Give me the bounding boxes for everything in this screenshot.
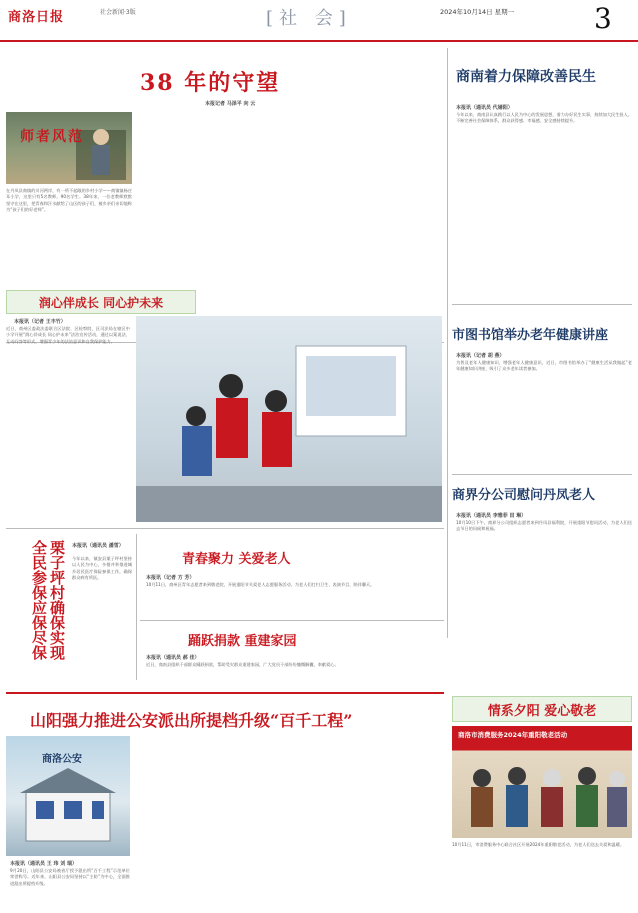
photo-teacher (6, 112, 132, 184)
body-zhashui: 今年以来，镇安县栗子坪村坚持以人民为中心，多措并举推进城乡居民医疗保险参保工作，确保群众病有所医。 (72, 556, 132, 581)
headline-kids: 润心伴成长 同心护未来 (6, 290, 196, 314)
newspaper-logo: 商洛日报 (8, 10, 65, 25)
masthead-meta (100, 8, 136, 17)
byline-library: 本报讯（记者 胡 燕） (456, 353, 505, 359)
elders-photo-graphic (452, 726, 632, 838)
body-police-wrap-a (10, 868, 130, 908)
headline-donation: 踊跃捐款 重建家园 (188, 634, 297, 649)
photo-police (6, 736, 130, 856)
section-tag: [社 会] (266, 8, 352, 29)
headline-guard: 38 年的守望 (140, 70, 281, 96)
divider-kids (6, 528, 444, 529)
photo-caption-police: 商洛公安 (42, 754, 82, 765)
body-library: 为普及老年人健康知识，增强老年人健康意识，近日，市图书馆举办了“健康生活从我做起”老年健康知识讲座，吸引了众多老年读者参加。 (456, 360, 632, 372)
police-rule (6, 692, 444, 694)
body-guard: 在丹凤县商镇的川河两岸，有一所不起眼的乡村小学——商镇镇杨庄耳小学，这里只有5名教师，90名学生。38年来，一位老教师默默坚守在这里，把青春和汗水献给了山区的孩子们，被乡亲们亲切地称为“孩子们的好老师”。 (6, 188, 132, 213)
byline-zhashui: 本报讯（通讯员 潘雪） (72, 543, 124, 549)
elders-poster-text: 商洛市消费服务2024年重阳敬老活动 (458, 731, 568, 739)
headline-merchant: 商南着力保障改善民生 (456, 69, 596, 85)
headline-police: 山阳强力推进公安派出所提档升级“百千工程” (30, 711, 353, 730)
body-shangjie: 10月10日下午，商界分公司组织志愿者来到丹凤县福利院，开展重阳节慰问活动，为老人们送去节日的问候和祝福。 (456, 520, 632, 532)
body-zhashui-wrap (72, 556, 132, 676)
kids-photo-graphic (136, 316, 442, 522)
headline-zhashui: 栗子坪村确保实现全民参保应保尽保 (30, 540, 66, 660)
divider-youth (140, 620, 444, 621)
byline-donation: 本报讯（通讯员 郝 佳） (146, 655, 200, 661)
headline-shangjie: 商界分公司慰问丹凤老人 (452, 488, 596, 503)
body-shangjie-wrap (456, 520, 632, 700)
body-elders-wrap (452, 842, 632, 908)
headline-library: 市图书馆举办老年健康讲座 (452, 328, 609, 343)
headline-youth: 青春聚力 关爱老人 (182, 552, 291, 567)
divider-library (452, 474, 632, 475)
byline-kids: 本报讯（记者 王丰竹） (14, 319, 66, 325)
byline-police: 本报讯（通讯员 王 玮 刘 瑞） (10, 861, 77, 867)
photo-kids (136, 316, 442, 522)
body-guard-col1 (6, 188, 132, 338)
body-kids-wrap (6, 326, 130, 526)
page-number: 3 (594, 2, 612, 35)
body-youth: 10月11日，商州区青年志愿者来到敬老院，开展重阳节关爱老人志愿服务活动，为老人们打扫卫生、表演节目、陪伴聊天。 (146, 582, 375, 587)
column-divider-right (447, 48, 448, 638)
body-police: 9月20日，山阳县公安局被省厅授予派出所“百千工程”示范单位荣誉称号。近年来，山阳县公安局坚持以“主防”为中心，全面推进派出所提档升级。 (10, 868, 130, 886)
byline-shangjie: 本报讯（通讯员 李雅菲 田 琳） (456, 513, 527, 519)
photo-caption-guard: 师者风范 (20, 129, 84, 145)
photo-elders (452, 726, 632, 838)
headline-elders: 情系夕阳 爱心敬老 (452, 696, 632, 722)
body-guard-col4 (346, 112, 442, 338)
body-donation-wrap (146, 662, 442, 688)
byline-merchant: 本报讯（通讯员 代婧阳） (456, 105, 513, 111)
body-donation: 近日，商南县组织干部群众踊跃捐款，帮助受灾群众重建家园，广大党员干部纷纷慷慨解囊，奉献爱心。 (146, 662, 339, 667)
body-guard-col3 (242, 112, 342, 338)
body-youth-wrap (146, 582, 442, 616)
byline-guard: 本报记者 马泽平 向 云 (205, 101, 256, 107)
byline-youth: 本报讯（记者 方 芳） (146, 575, 195, 581)
divider-merchant (452, 304, 632, 305)
divider-zhashui (136, 534, 137, 680)
issue-date: 2024年10月14日 星期一 (440, 8, 515, 16)
body-elders: 10月11日，市消费服务中心联合社区开展2024年重阳敬老活动，为老人们送去关爱和温暖。 (452, 842, 625, 847)
teacher-photo-graphic (6, 112, 132, 184)
body-merchant: 今年以来，商南县认真践行以人民为中心的发展思想，着力办好民生实事，持续加大民生投入，不断完善社会保障体系，群众获得感、幸福感、安全感持续提升。 (456, 112, 632, 124)
body-library-wrap (456, 360, 632, 470)
masthead-meta-line1: 社会新闻·3版 (100, 9, 136, 16)
body-kids: 近日，商州区委政法委联合区法院、区检察院、区司法局在辖区中小学开展“润心伴成长 同心护未来”法治宣传活动，通过以案说法、互动问答等形式，增强青少年的法治意识和自我保护能力。 (6, 326, 130, 344)
body-merchant-wrap (456, 112, 632, 298)
body-police-wrap-b (136, 740, 442, 906)
